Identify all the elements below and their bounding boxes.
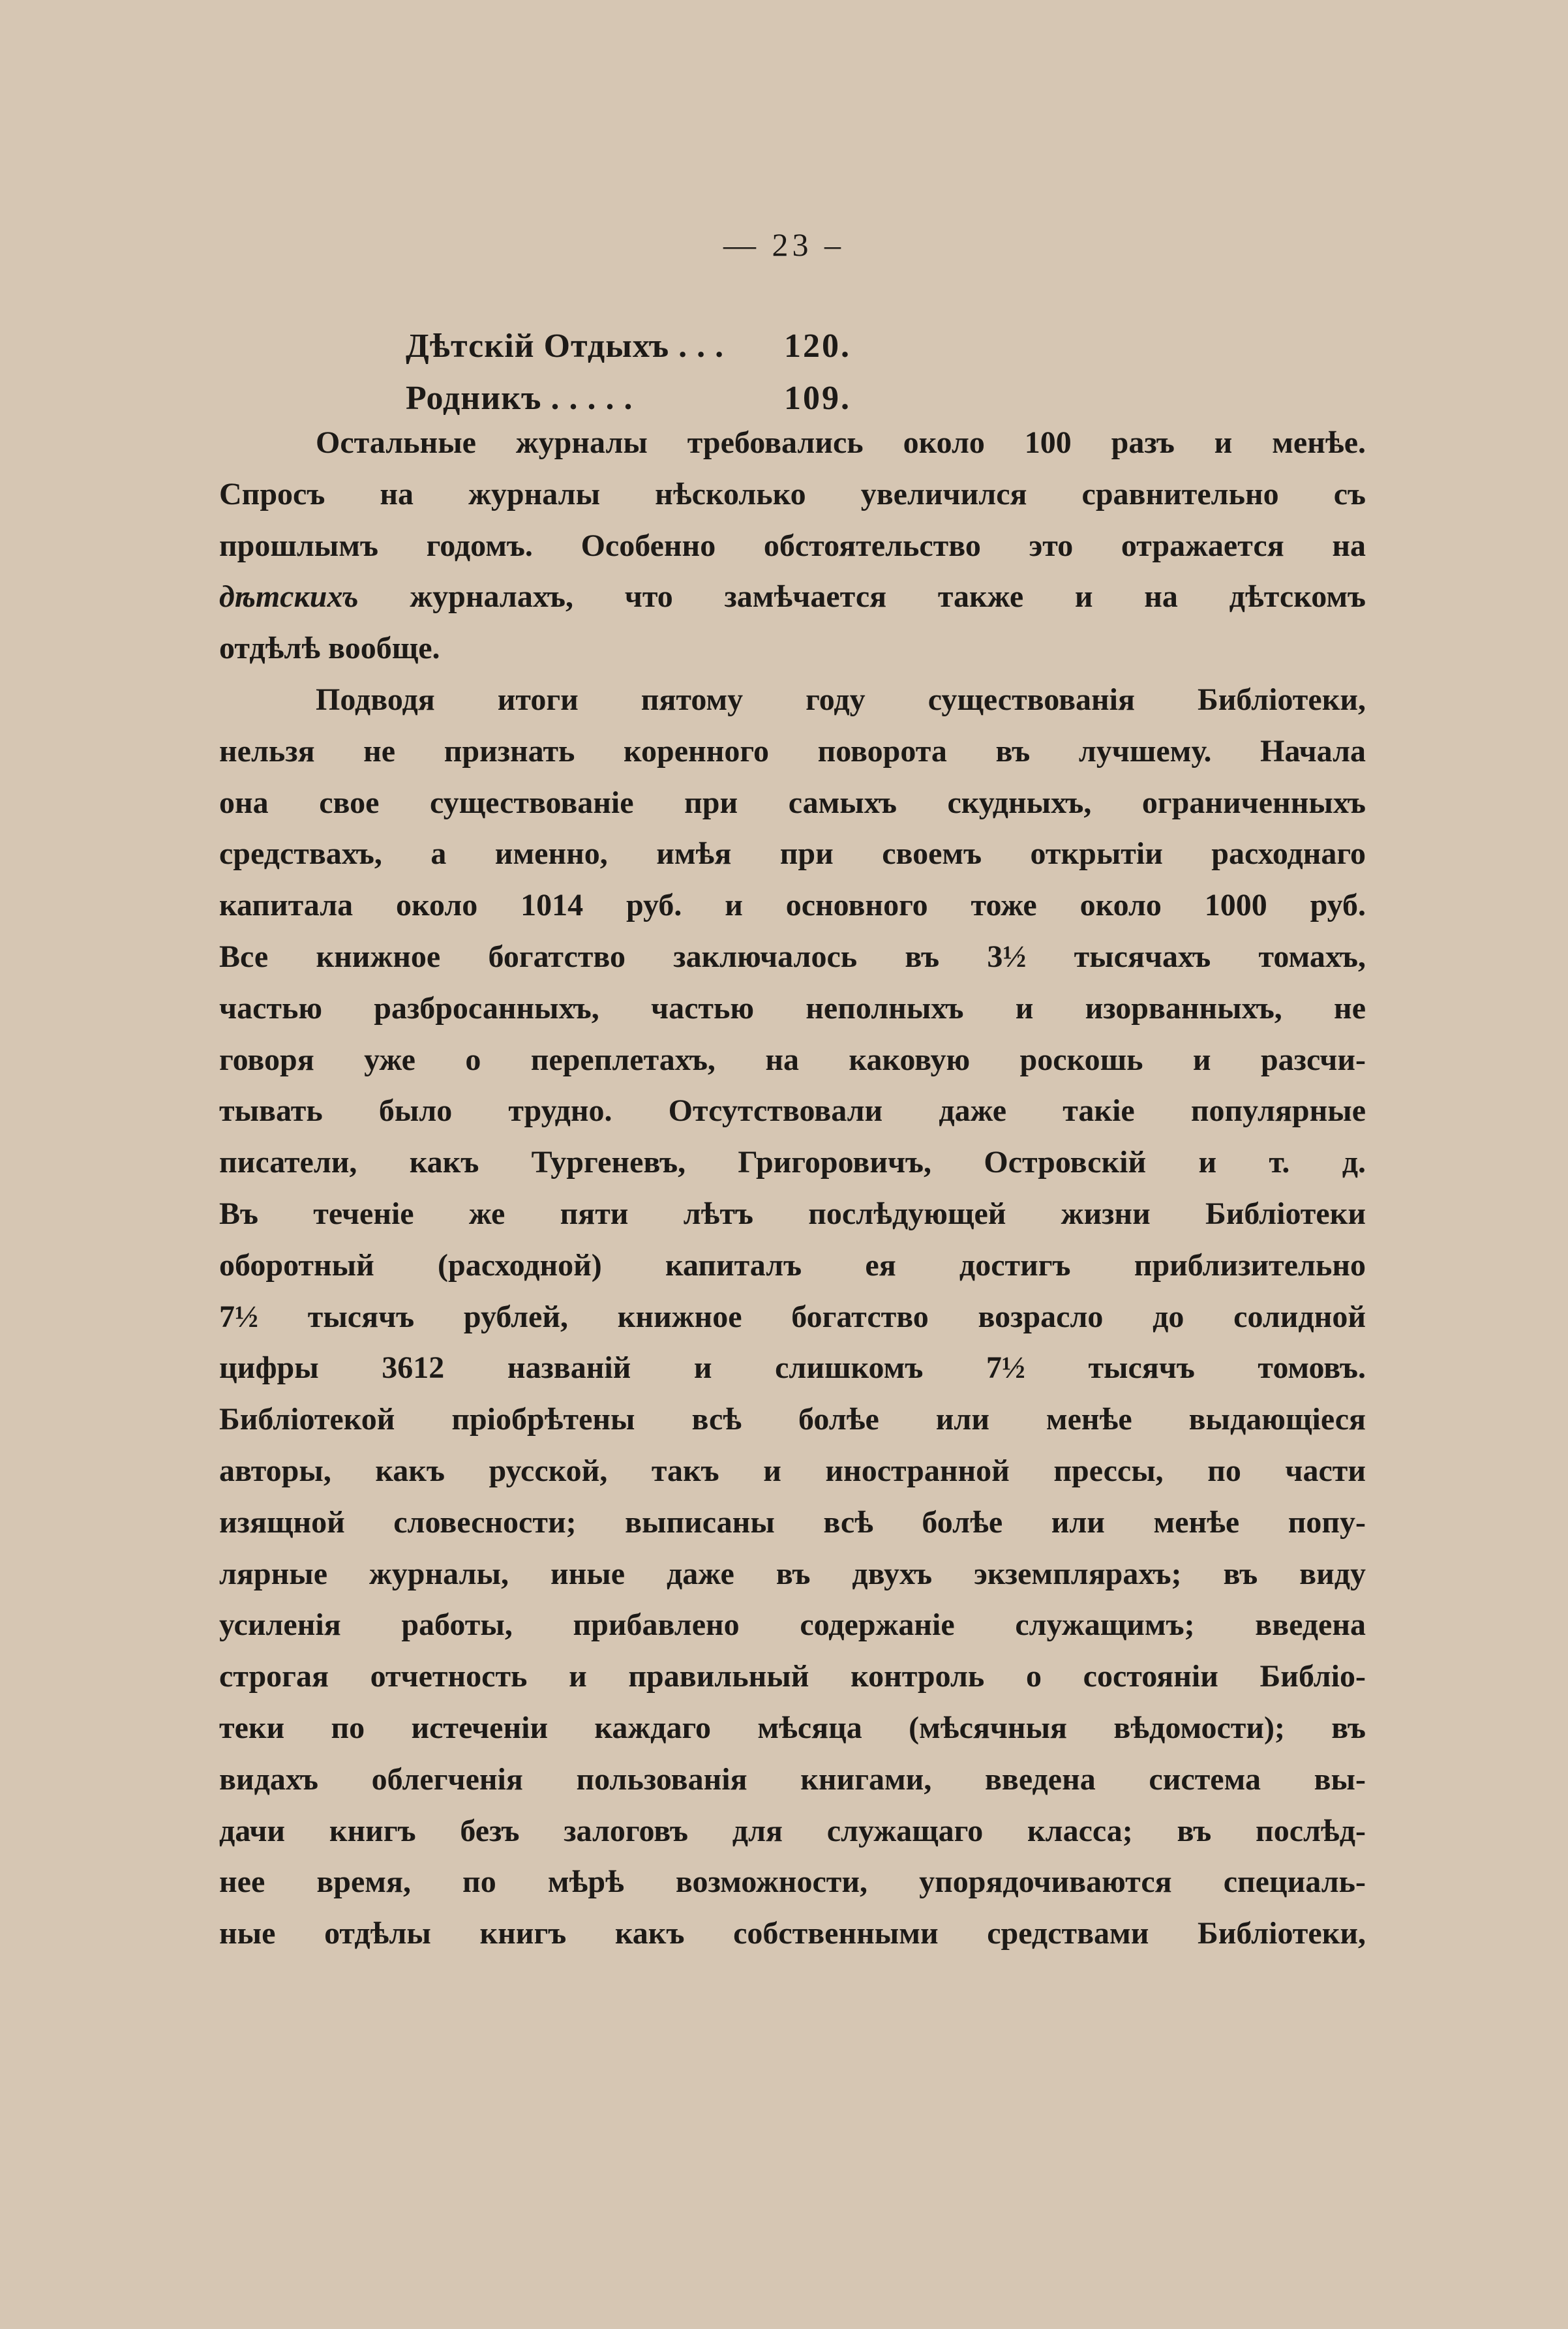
text-line: частью разбросанныхъ, частью неполныхъ и изорванныхъ, не <box>219 990 1366 1026</box>
text-line: Библіотекой пріобрѣтены всѣ болѣе или менѣе выдающіеся <box>219 1402 1366 1437</box>
text-line: цифры 3612 названій и слишкомъ 7½ тысячъ томовъ. <box>219 1350 1366 1386</box>
text-line: оборотный (расходной) капиталъ ея достигъ приблизительно <box>219 1247 1366 1283</box>
text-line: писатели, какъ Тургеневъ, Григоровичъ, Островскій и т. д. <box>219 1145 1366 1180</box>
text-line: прошлымъ годомъ. Особенно обстоятельство это отражается на <box>219 528 1366 563</box>
stat-value: 109. <box>784 379 851 417</box>
page-number: — 23 – <box>723 226 845 263</box>
text-line: нельзя не признать коренного поворота въ лучшему. Начала <box>219 733 1366 769</box>
text-line: ные отдѣлы книгъ какъ собственными средствами Библіотеки, <box>219 1916 1366 1951</box>
paragraph-journals <box>219 418 1366 675</box>
stat-label: Дѣтскій Отдыхъ . . . <box>406 327 725 365</box>
text-line <box>219 571 1366 623</box>
text-line: Въ теченіе же пяти лѣтъ послѣдующей жизни Библіотеки <box>219 1196 1366 1231</box>
journal-stats <box>406 320 851 424</box>
text-line: капитала около 1014 руб. и основного тоже около 1000 руб. <box>219 888 1366 923</box>
text-line: 7½ тысячъ рублей, книжное богатство возрасло до солидной <box>219 1299 1366 1334</box>
text-line: теки по истеченіи каждаго мѣсяца (мѣсячныя вѣдомости); въ <box>219 1710 1366 1745</box>
text-line: тывать было трудно. Отсутствовали даже такіе популярные <box>219 1093 1366 1129</box>
stat-value: 120. <box>784 327 851 365</box>
text-line: видахъ облегченія пользованія книгами, введена система вы- <box>219 1761 1366 1797</box>
paragraph-summary <box>219 675 1366 1960</box>
text-line: отдѣлѣ вообще. <box>219 631 440 666</box>
text-line: лярные журналы, иные даже въ двухъ экземплярахъ; въ виду <box>219 1556 1366 1591</box>
text-line: средствахъ, а именно, имѣя при своемъ открытіи расходнаго <box>219 836 1366 872</box>
text-line: авторы, какъ русской, такъ и иностранной прессы, по части <box>219 1453 1366 1488</box>
text-line: строгая отчетность и правильный контроль о состояніи Библіо- <box>219 1659 1366 1694</box>
stat-label: Родникъ . . . . . <box>406 379 633 417</box>
text-line: Остальные журналы требовались около 100 разъ и менѣе. <box>316 425 1366 460</box>
italic-word: дѣтскихъ <box>219 579 359 615</box>
text-line: говоря уже о переплетахъ, на каковую роскошь и разсчи- <box>219 1042 1366 1077</box>
text-line: нее время, по мѣрѣ возможности, упорядочиваются специаль- <box>219 1865 1366 1900</box>
text-line: дачи книгъ безъ залоговъ для служащаго класса; въ послѣд- <box>219 1813 1366 1848</box>
stat-row <box>406 320 851 372</box>
text-fragment: журналахъ, что замѣчается также и на дѣтскомъ <box>410 579 1366 615</box>
text-line: изящной словесности; выписаны всѣ болѣе или менѣе попу- <box>219 1504 1366 1540</box>
stat-row <box>406 372 851 424</box>
text-line: Подводя итоги пятому году существованія Библіотеки, <box>316 682 1366 717</box>
text-line: Все книжное богатство заключалось въ 3½ тысячахъ томахъ, <box>219 939 1366 974</box>
text-line: Спросъ на журналы нѣсколько увеличился сравнительно съ <box>219 476 1366 511</box>
text-line: она свое существованіе при самыхъ скудныхъ, ограниченныхъ <box>219 785 1366 820</box>
text-line: усиленія работы, прибавлено содержаніе служащимъ; введена <box>219 1607 1366 1643</box>
